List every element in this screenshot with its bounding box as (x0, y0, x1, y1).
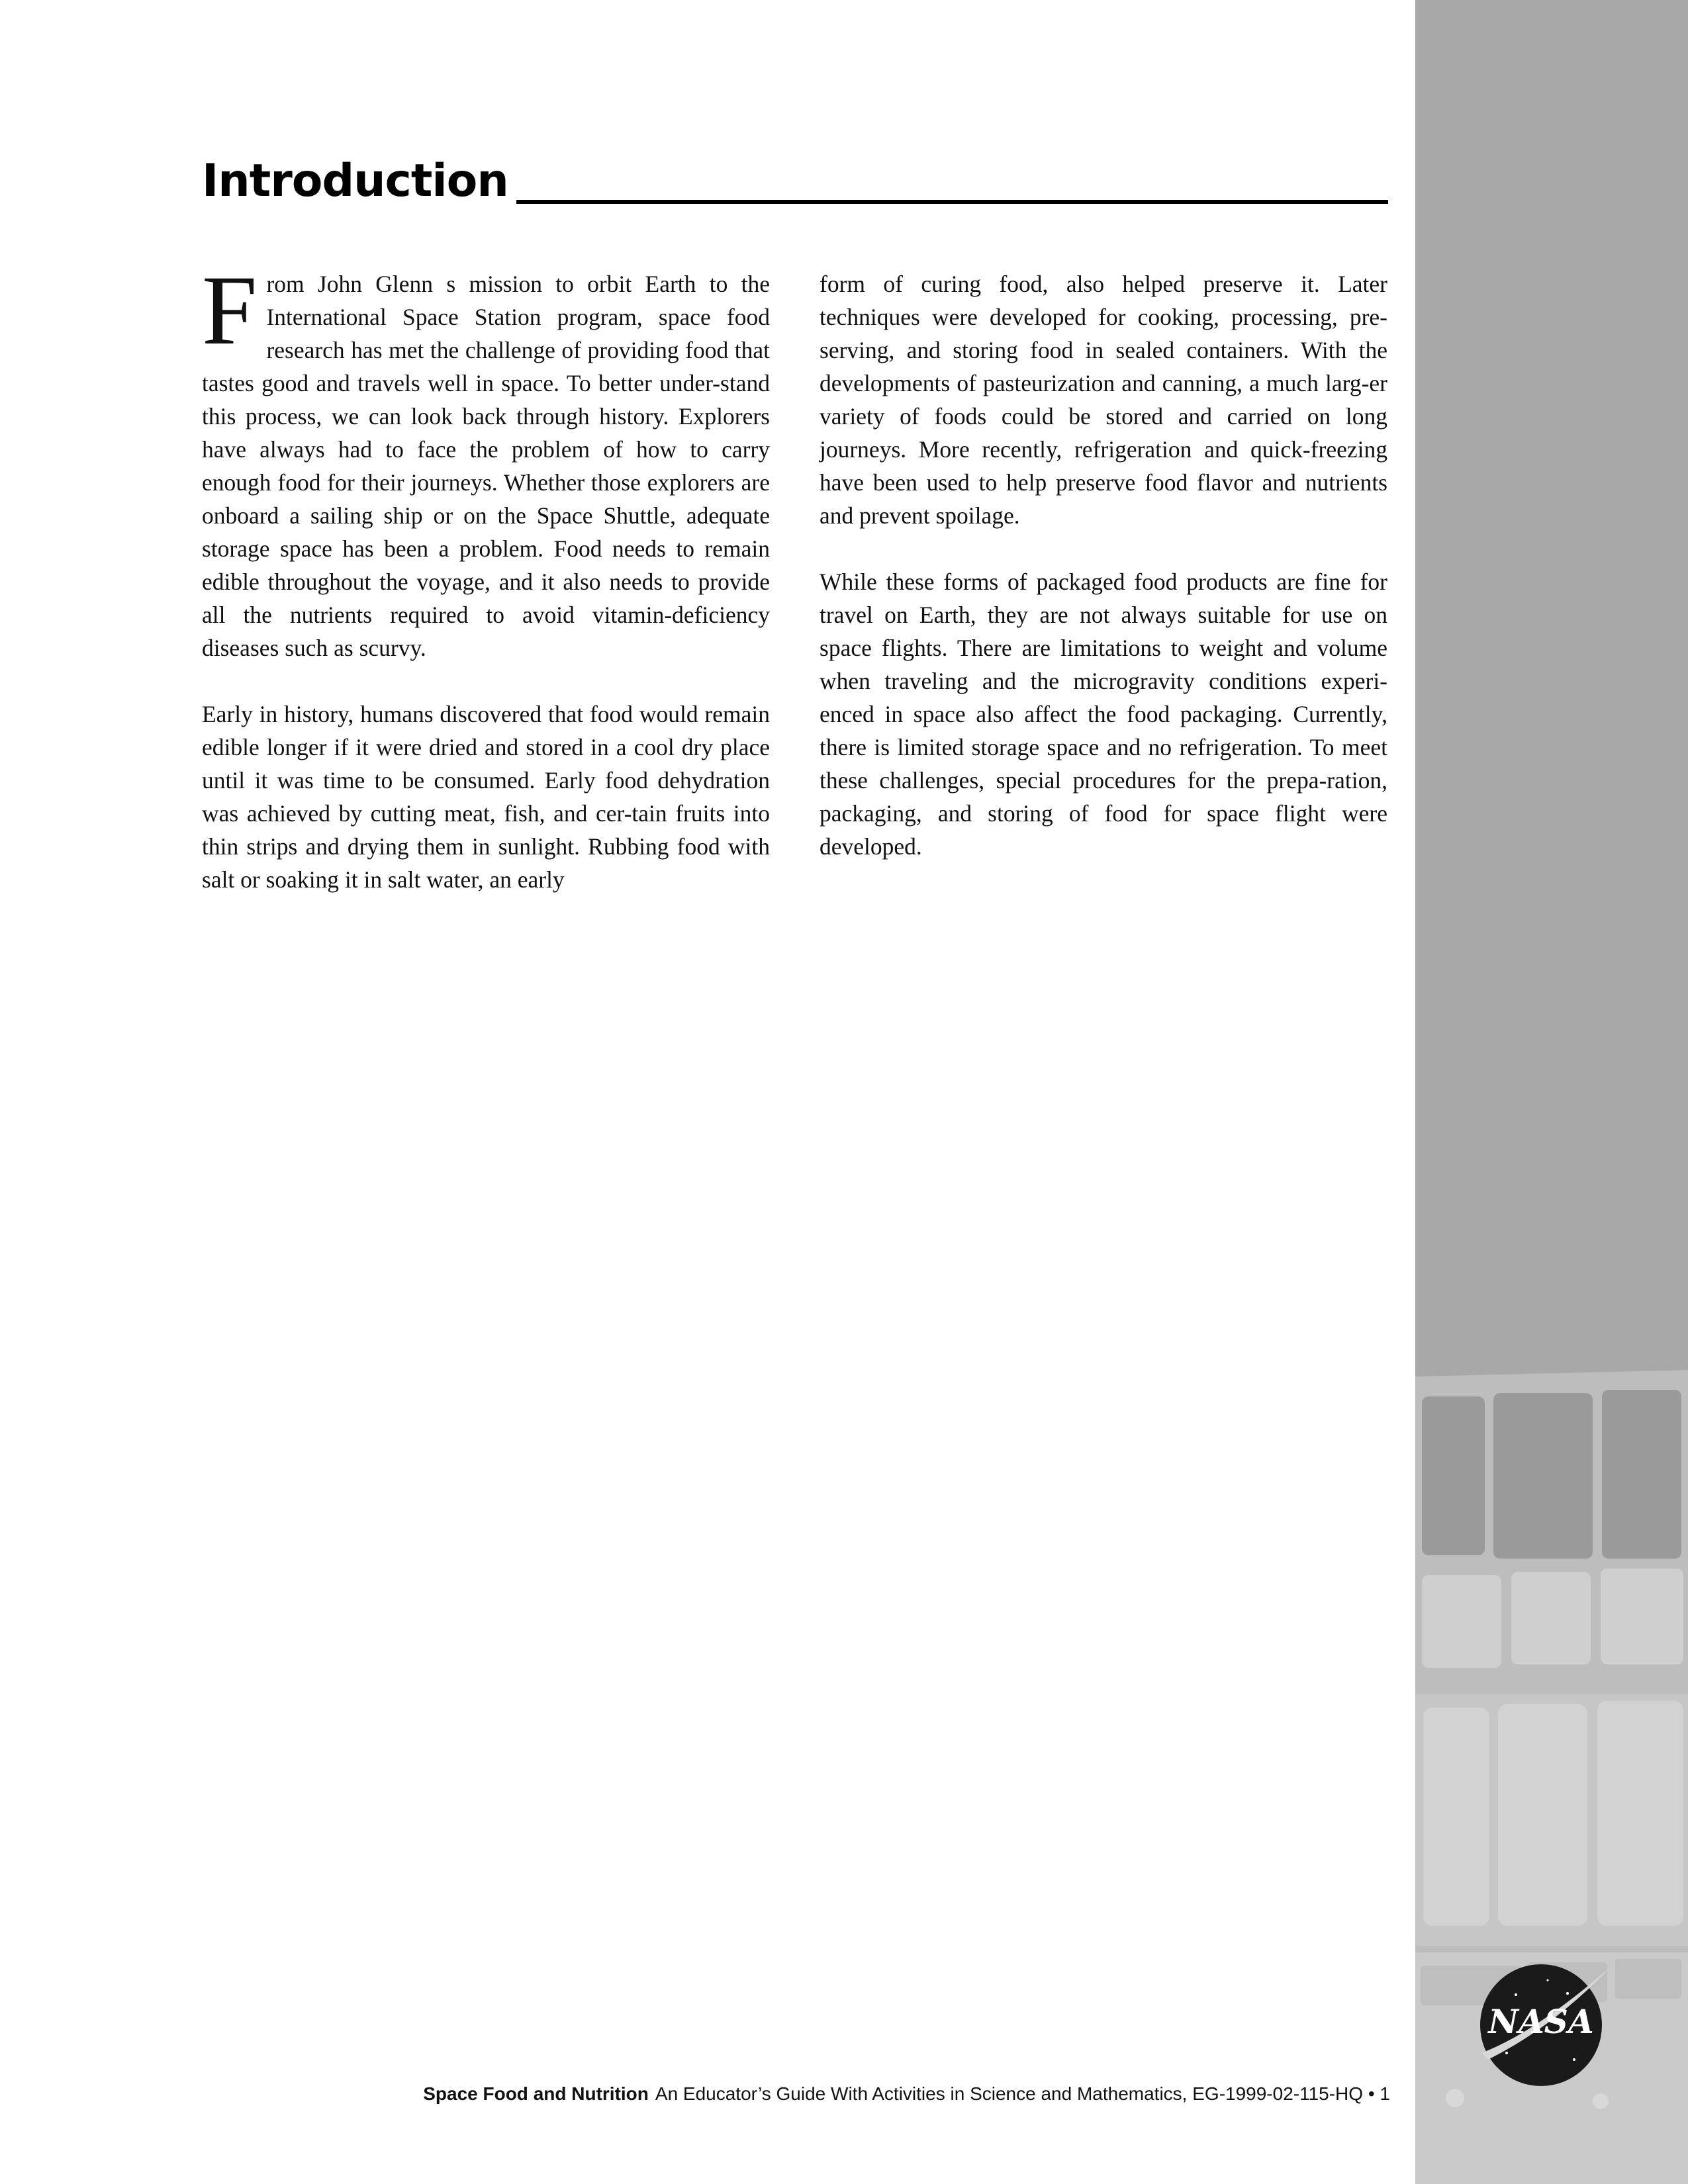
nasa-logo-text: NASA (1488, 2002, 1594, 2041)
paragraph-text: rom John Glenn s mission to orbit Earth to the International Space Station program, space food research has met the challenge of providing food that tastes good and travels well in space. To better under-stand this process, we can look back through history. Explorers have always had to face the problem of how to carry enough food for their journeys. Whether those explorers are onboard a sailing ship or on the Space Shuttle, adequate storage space has been a problem. Food needs to remain edible throughout the voyage, and it also needs to provide all the nutrients required to avoid vitamin-deficiency diseases such as scurvy. (202, 271, 770, 661)
footer-subtitle: An Educator’s Guide With Activities in Science and Mathematics, EG-1999-02-115-HQ • 1 (655, 2083, 1390, 2104)
paragraph (202, 255, 770, 664)
drop-cap: F (202, 255, 258, 365)
page-title: Introduction (202, 159, 516, 204)
paragraph: Early in history, humans discovered that food would remain edible longer if it were dried and stored in a cool dry place until it was time to be consumed. Early food dehydration was achieved by cutting meat, fish, and cer-tain fruits into thin strips and drying them in sunlight. Rubbing food with salt or soaking it in salt water, an early (202, 701, 770, 893)
page-footer (423, 2083, 1390, 2105)
right-column (820, 267, 1387, 896)
left-column (202, 255, 770, 929)
nasa-logo (1475, 1954, 1614, 2093)
footer-book-title: Space Food and Nutrition (423, 2083, 649, 2104)
paragraph: form of curing food, also helped preserve it. Later techniques were developed for cooking, processing, pre-serving, and storing food in sealed containers. With the developments of pasteurization and canning, a much larg-er variety of foods could be stored and carried on long journeys. More recently, refrigeration and quick-freezing have been used to help preserve food flavor and nutrients and prevent spoilage. (820, 271, 1387, 529)
paragraph: While these forms of packaged food products are fine for travel on Earth, they are not always suitable for use on space flights. There are limitations to weight and volume when traveling and the microgravity conditions experi-enced in space also affect the food packaging. Currently, there is limited storage space and no refrigeration. To meet these challenges, special procedures for the prepa-ration, packaging, and storing of food for space flight were developed. (820, 569, 1387, 860)
decorative-sidebar (1415, 0, 1688, 2184)
page-header (202, 151, 1388, 207)
